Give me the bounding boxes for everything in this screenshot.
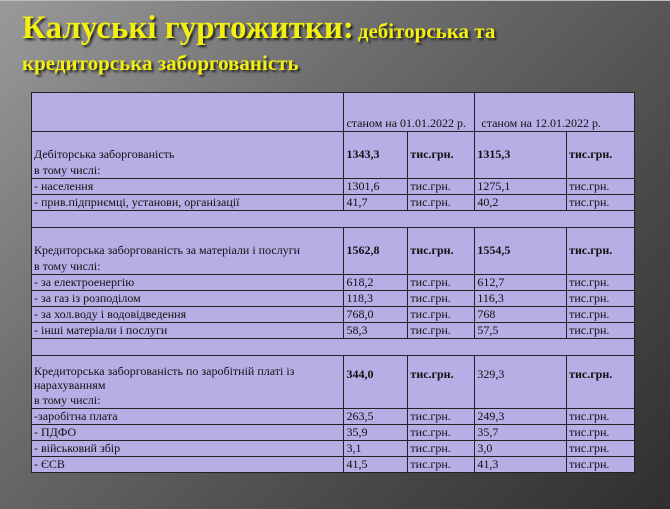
- value-cell: 1315,3: [475, 132, 567, 163]
- value-cell: 263,5: [344, 409, 408, 425]
- unit-cell: тис.грн.: [567, 132, 635, 163]
- value-cell: 41,7: [344, 195, 408, 211]
- section-label: Дебіторська заборгованість: [32, 132, 344, 163]
- unit-cell: тис.грн.: [408, 275, 475, 291]
- unit-cell: тис.грн.: [408, 356, 475, 393]
- title-main: Калуські гуртожитки:: [22, 10, 354, 46]
- unit-cell: тис.грн.: [408, 132, 475, 163]
- row-label: - прив.підприємці, установи, організації: [32, 195, 344, 211]
- unit-cell: тис.грн.: [408, 307, 475, 323]
- value-cell: 1562,8: [344, 228, 408, 259]
- table-row: [32, 307, 635, 323]
- table-row: [32, 195, 635, 211]
- table-row: [32, 441, 635, 457]
- unit-cell: тис.грн.: [408, 457, 475, 473]
- header-date2: станом на 12.01.2022 р.: [475, 93, 635, 132]
- row-label: - ПДФО: [32, 425, 344, 441]
- value-cell: 57,5: [475, 323, 567, 339]
- unit-cell: тис.грн.: [567, 228, 635, 259]
- unit-cell: тис.грн.: [567, 425, 635, 441]
- slide-title: [22, 11, 652, 74]
- table-row: [32, 132, 635, 163]
- value-cell: 344,0: [344, 356, 408, 393]
- unit-cell: тис.грн.: [567, 275, 635, 291]
- table-row: [32, 228, 635, 259]
- unit-cell: тис.грн.: [567, 457, 635, 473]
- header-empty-cell: [32, 93, 344, 132]
- value-cell: 768,0: [344, 307, 408, 323]
- table-row: [32, 323, 635, 339]
- title-rest: дебіторська та: [357, 19, 496, 43]
- value-cell: 618,2: [344, 275, 408, 291]
- value-cell: 3,0: [475, 441, 567, 457]
- header-date1: станом на 01.01.2022 р.: [344, 93, 475, 132]
- unit-cell: тис.грн.: [567, 179, 635, 195]
- value-cell: 1301,6: [344, 179, 408, 195]
- unit-cell: тис.грн.: [567, 195, 635, 211]
- value-cell: 35,9: [344, 425, 408, 441]
- value-cell: 329,3: [475, 356, 567, 393]
- unit-cell: тис.грн.: [567, 356, 635, 393]
- value-cell: 3,1: [344, 441, 408, 457]
- unit-cell: тис.грн.: [408, 323, 475, 339]
- row-label: - населення: [32, 179, 344, 195]
- value-cell: 58,3: [344, 323, 408, 339]
- unit-cell: тис.грн.: [567, 291, 635, 307]
- value-cell: 40,2: [475, 195, 567, 211]
- title-line2: кредиторська заборгованість: [22, 50, 299, 75]
- row-label: - інші матеріали і послуги: [32, 323, 344, 339]
- value-cell: 768: [475, 307, 567, 323]
- unit-cell: тис.грн.: [567, 441, 635, 457]
- row-label: -заробітна плата: [32, 409, 344, 425]
- table-row: [32, 409, 635, 425]
- in-that-number-label: в тому числі:: [32, 258, 344, 275]
- unit-cell: тис.грн.: [408, 441, 475, 457]
- value-cell: 41,3: [475, 457, 567, 473]
- table-row: [32, 457, 635, 473]
- value-cell: 1275,1: [475, 179, 567, 195]
- table-row: [32, 179, 635, 195]
- debt-table: [31, 92, 635, 473]
- unit-cell: тис.грн.: [408, 425, 475, 441]
- row-label: - за газ із розподілом: [32, 291, 344, 307]
- in-that-number-label: в тому числі:: [32, 392, 344, 409]
- table-row: [32, 291, 635, 307]
- spacer-row: [32, 211, 635, 228]
- value-cell: 41,5: [344, 457, 408, 473]
- table-row: [32, 162, 635, 179]
- unit-cell: тис.грн.: [408, 291, 475, 307]
- row-label: - ЄСВ: [32, 457, 344, 473]
- row-label: - військовий збір: [32, 441, 344, 457]
- value-cell: 1343,3: [344, 132, 408, 163]
- value-cell: 249,3: [475, 409, 567, 425]
- section-label: [32, 356, 344, 393]
- row-label: - за хол.воду і водовідведення: [32, 307, 344, 323]
- unit-cell: тис.грн.: [408, 195, 475, 211]
- unit-cell: тис.грн.: [567, 323, 635, 339]
- unit-cell: тис.грн.: [408, 409, 475, 425]
- table-row: [32, 258, 635, 275]
- spacer-row: [32, 339, 635, 356]
- section-label: Кредиторська заборгованість за матеріали і послуги: [32, 228, 344, 259]
- unit-cell: тис.грн.: [567, 307, 635, 323]
- value-cell: 118,3: [344, 291, 408, 307]
- table-row: [32, 425, 635, 441]
- unit-cell: тис.грн.: [567, 409, 635, 425]
- value-cell: 35,7: [475, 425, 567, 441]
- in-that-number-label: в тому числі:: [32, 162, 344, 179]
- value-cell: 612,7: [475, 275, 567, 291]
- unit-cell: тис.грн.: [408, 228, 475, 259]
- section-label-line1: Кредиторська заборгованість по заробітній платі із: [34, 364, 295, 378]
- section-label-line2: нарахуванням: [34, 378, 106, 392]
- table-row: [32, 275, 635, 291]
- table-header-row: [32, 93, 635, 132]
- table-row: [32, 392, 635, 409]
- value-cell: 1554,5: [475, 228, 567, 259]
- value-cell: 116,3: [475, 291, 567, 307]
- unit-cell: тис.грн.: [408, 179, 475, 195]
- table-row: [32, 356, 635, 393]
- row-label: - за електроенергію: [32, 275, 344, 291]
